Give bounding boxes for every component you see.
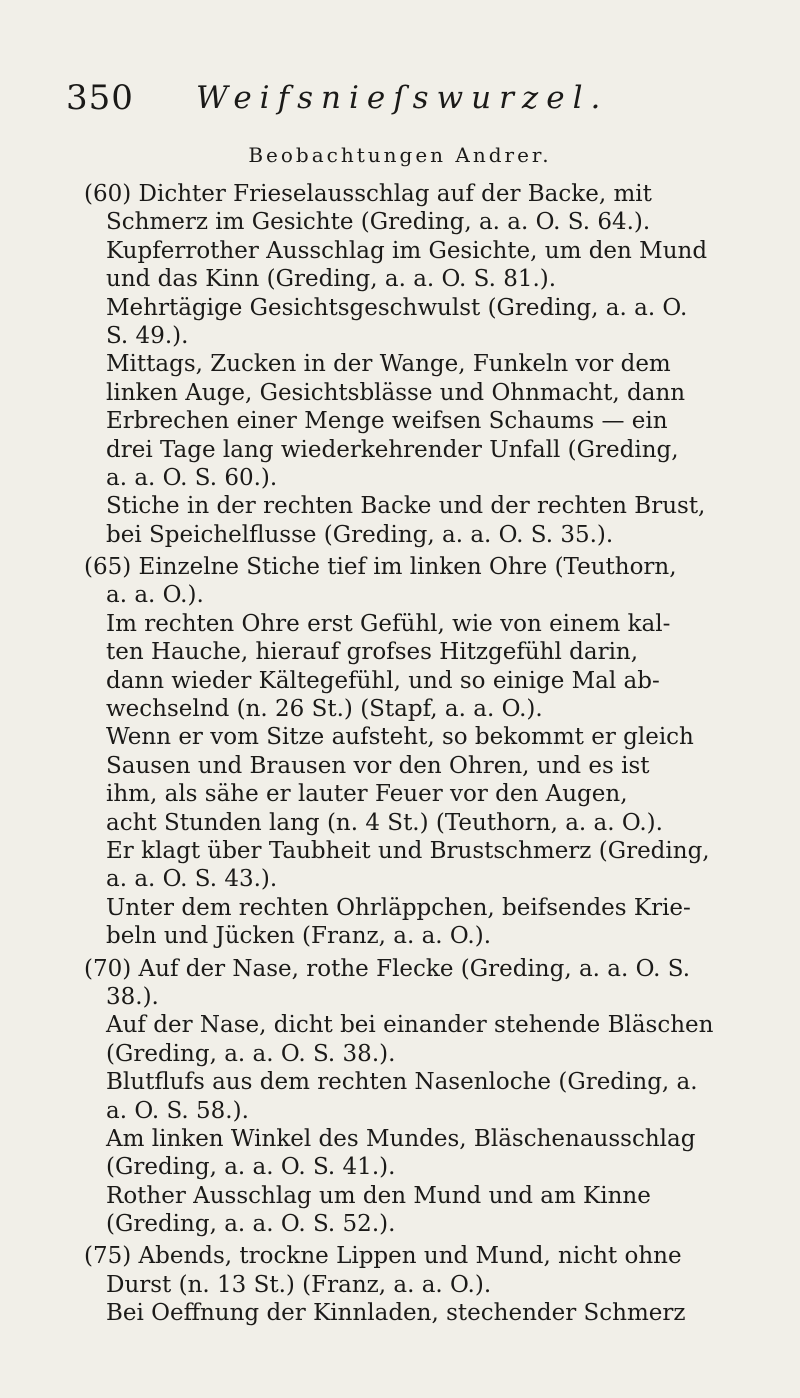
text-line: (60) Dichter Frieselausschlag auf der Backe, mit [84,181,652,207]
text-line: (65) Einzelne Stiche tief im linken Ohre (Teuthorn, [84,554,677,581]
text-line: und das Kinn (Greding, a. a. O. S. 81.). [106,266,557,293]
text-line: Mehrtägige Gesichtsgeschwulst (Greding, a. a. O. [106,294,688,321]
running-title: Weifsnieſswurzel. [196,80,609,116]
text-line: 38.). [106,983,159,1010]
text-line: Er klagt über Taubheit und Brustschmerz (Greding, [106,837,710,864]
text-line: Schmerz im Gesichte (Greding, a. a. O. S. 64.). [106,209,651,236]
text-line: Sausen und Brausen vor den Ohren, und es ist [106,752,650,779]
text-line: dann wieder Kältegefühl, und so einige Mal ab- [106,667,660,694]
text-line: (Greding, a. a. O. S. 41.). [106,1154,396,1181]
text-line: Unter dem rechten Ohrläppchen, beifsendes Krie- [106,894,691,921]
text-line: Auf der Nase, dicht bei einander stehende Bläschen [106,1012,714,1039]
text-line: Wenn er vom Sitze aufsteht, so bekommt er gleich [106,724,694,751]
text-line: ihm, als sähe er lauter Feuer vor den Augen, [106,781,628,808]
text-line: wechselnd (n. 26 St.) (Stapf, a. a. O.). [106,696,543,723]
text-line: Rother Ausschlag um den Mund und am Kinne [106,1182,651,1209]
text-line: a. a. O. S. 43.). [106,866,278,893]
text-line: (70) Auf der Nase, rothe Flecke (Greding, a. a. O. S. [84,955,691,982]
text-line: Stiche in der rechten Backe und der rechten Brust, [106,493,706,520]
text-line: linken Auge, Gesichtsblässe und Ohnmacht, dann [106,379,686,406]
text-body [84,180,784,1328]
text-line: bei Speichelflusse (Greding, a. a. O. S. 35.). [106,521,614,548]
text-line: a. O. S. 58.). [106,1097,249,1124]
text-line: (Greding, a. a. O. S. 52.). [106,1211,396,1238]
section-title: Beobachtungen Andrer. [248,143,552,167]
text-line: (Greding, a. a. O. S. 38.). [106,1040,396,1067]
page-header [66,78,760,122]
text-line: acht Stunden lang (n. 4 St.) (Teuthorn, a. a. O.). [106,809,663,836]
text-line: a. a. O. S. 60.). [106,464,278,491]
text-line: Am linken Winkel des Mundes, Bläschenausschlag [106,1125,696,1152]
text-line: Erbrechen einer Menge weifsen Schaums — ein [106,408,668,435]
text-line: a. a. O.). [106,582,204,609]
text-line: Bei Oeffnung der Kinnladen, stechender Schmerz [106,1300,686,1327]
text-line: Mittags, Zucken in der Wange, Funkeln vor dem [106,351,671,378]
text-line: (75) Abends, trockne Lippen und Mund, nicht ohne [84,1243,682,1270]
text-line: S. 49.). [106,322,189,349]
text-line: beln und Jücken (Franz, a. a. O.). [106,923,492,950]
page-number: 350 [66,78,134,118]
text-line: drei Tage lang wiederkehrender Unfall (Greding, [106,436,679,463]
text-line: Im rechten Ohre erst Gefühl, wie von einem kal- [106,610,671,637]
text-line: Kupferrother Ausschlag im Gesichte, um den Mund [106,237,708,264]
text-line: Durst (n. 13 St.) (Franz, a. a. O.). [106,1271,492,1298]
text-line: Blutflufs aus dem rechten Nasenloche (Greding, a. [106,1069,698,1096]
text-line: ten Hauche, hierauf grofses Hitzgefühl darin, [106,639,639,666]
